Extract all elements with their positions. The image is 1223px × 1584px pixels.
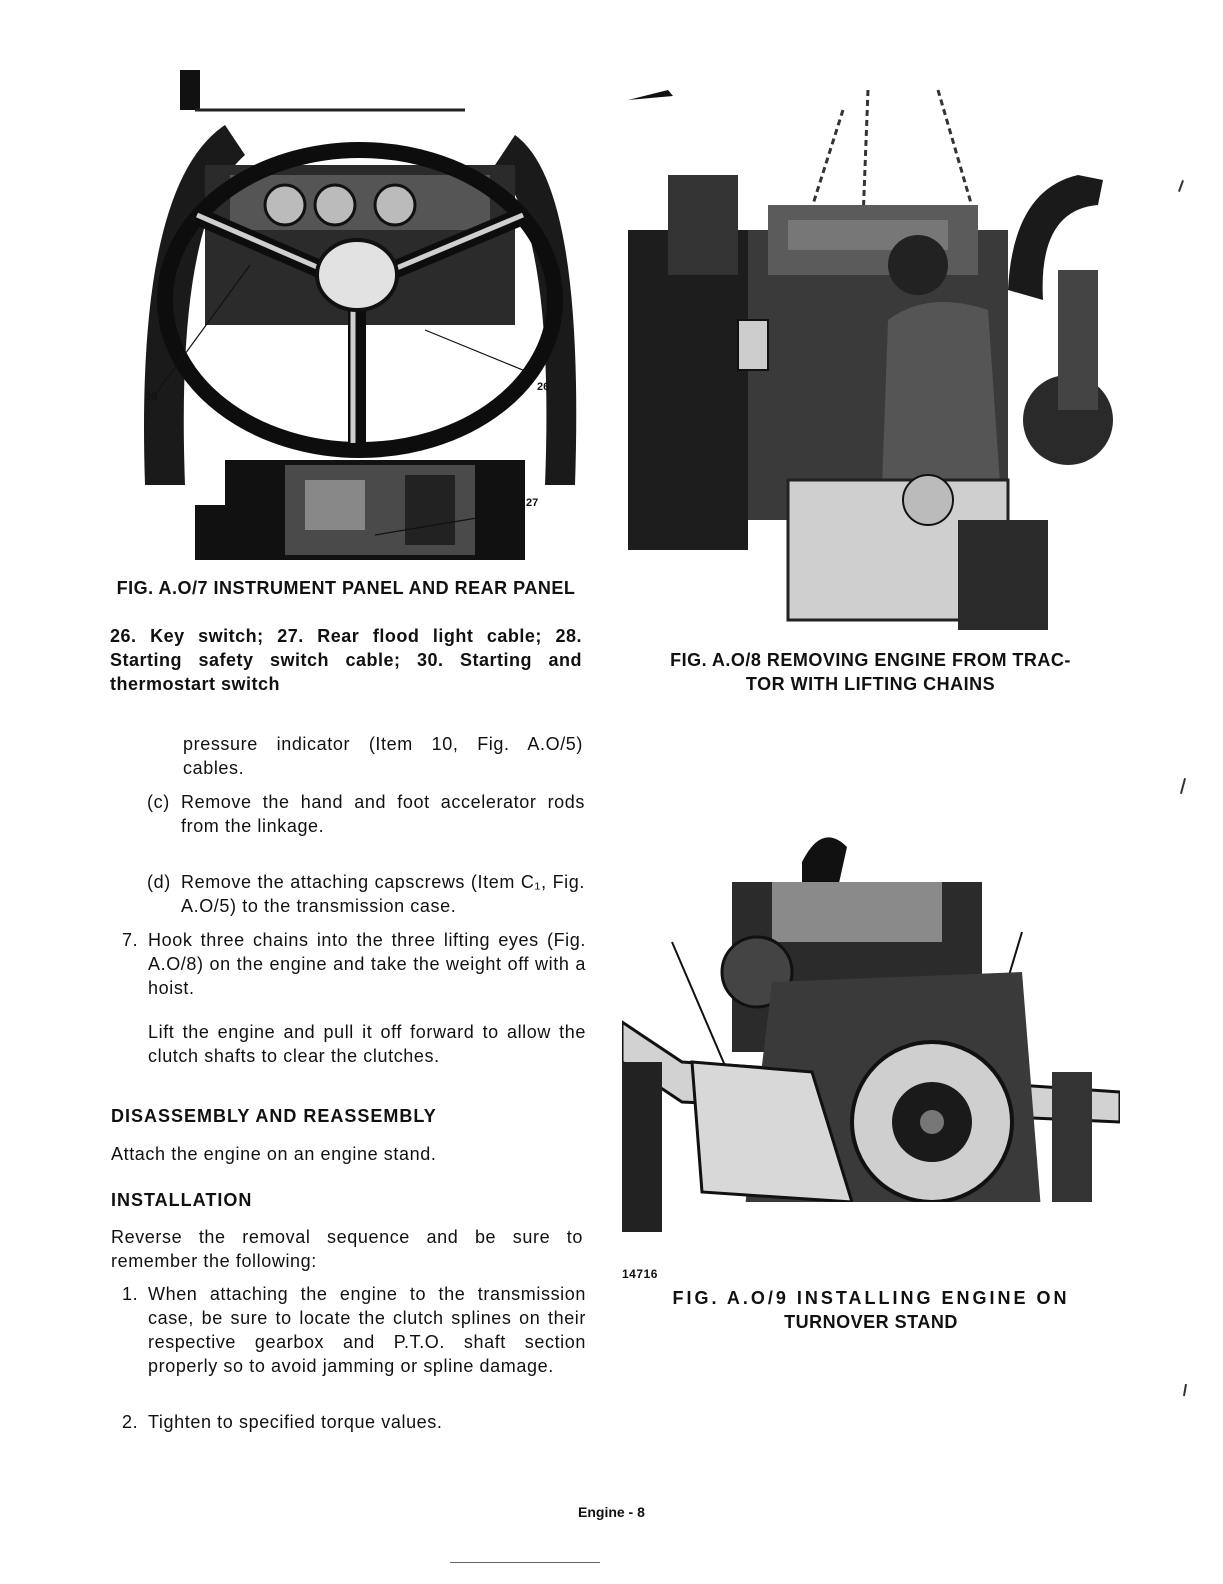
item-2-num: 2. <box>122 1412 139 1432</box>
callout-27: 27 <box>526 497 539 509</box>
step-d-text: Remove the attaching capscrews (Item C₁, Fig. A.O/5) to the transmission case. <box>181 872 585 916</box>
step-7-continuation: Lift the engine and pull it off forward to allow the clutch shafts to clear the clutches. <box>148 1022 586 1066</box>
disassembly-text: Attach the engine on an engine stand. <box>111 1144 437 1164</box>
item-1-text: When attaching the engine to the transmission case, be sure to locate the clutch splines on their respective gearbox and P.T.O. shaft section properly so to avoid jamming or spline damage. <box>148 1284 586 1376</box>
figure-9-title-line1: FIG. A.O/9 INSTALLING ENGINE ON <box>672 1288 1070 1308</box>
installation-item-1 <box>122 1282 586 1378</box>
figure-7-photo <box>135 65 585 565</box>
figure-8-title-line2: TOR WITH LIFTING CHAINS <box>745 674 996 694</box>
item-2-text: Tighten to specified torque values. <box>148 1412 443 1432</box>
step-7 <box>122 928 586 1000</box>
engine-lifting-photo <box>628 80 1123 640</box>
figure-8-title-line1: FIG. A.O/8 REMOVING ENGINE FROM TRAC- <box>670 650 1071 670</box>
step-7-label: 7. <box>122 930 139 950</box>
step-c <box>147 790 585 838</box>
page-footer: Engine - 8 <box>578 1504 645 1520</box>
step-c-text: Remove the hand and foot accelerator rods from the linkage. <box>181 792 585 836</box>
installation-item-2 <box>122 1410 586 1434</box>
figure-9-number: 14716 <box>622 1267 658 1281</box>
item-1-num: 1. <box>122 1284 139 1304</box>
callout-30: 30 <box>145 391 158 403</box>
step-d <box>147 870 585 918</box>
figure-9-title-line2: TURNOVER STAND <box>784 1312 958 1332</box>
figure-9-photo <box>622 822 1120 1252</box>
section-heading-disassembly: DISASSEMBLY AND REASSEMBLY <box>111 1106 437 1126</box>
step-c-label: (c) <box>147 792 170 812</box>
step-7-text: Hook three chains into the three lifting eyes (Fig. A.O/8) on the engine and take the weight off with a hoist. <box>148 930 586 998</box>
figure-7-legend: 26. Key switch; 27. Rear flood light cable; 28. Starting safety switch cable; 30. Starting and thermostart switch <box>110 626 582 694</box>
figure-8-photo <box>628 80 1123 640</box>
margin-mark <box>1183 1384 1187 1396</box>
section-heading-installation: INSTALLATION <box>111 1190 253 1210</box>
scan-edge-line <box>450 1562 600 1563</box>
margin-mark <box>1180 778 1186 794</box>
installation-intro: Reverse the removal sequence and be sure to remember the following: <box>111 1227 583 1271</box>
step-d-label: (d) <box>147 872 171 892</box>
steering-wheel-photo <box>135 65 585 565</box>
margin-mark <box>1178 180 1184 192</box>
figure-7-title: FIG. A.O/7 INSTRUMENT PANEL AND REAR PANEL <box>116 578 576 598</box>
engine-stand-photo <box>622 822 1120 1252</box>
callout-26: 26 <box>537 381 550 393</box>
continued-paragraph: pressure indicator (Item 10, Fig. A.O/5) cables. <box>183 734 583 778</box>
